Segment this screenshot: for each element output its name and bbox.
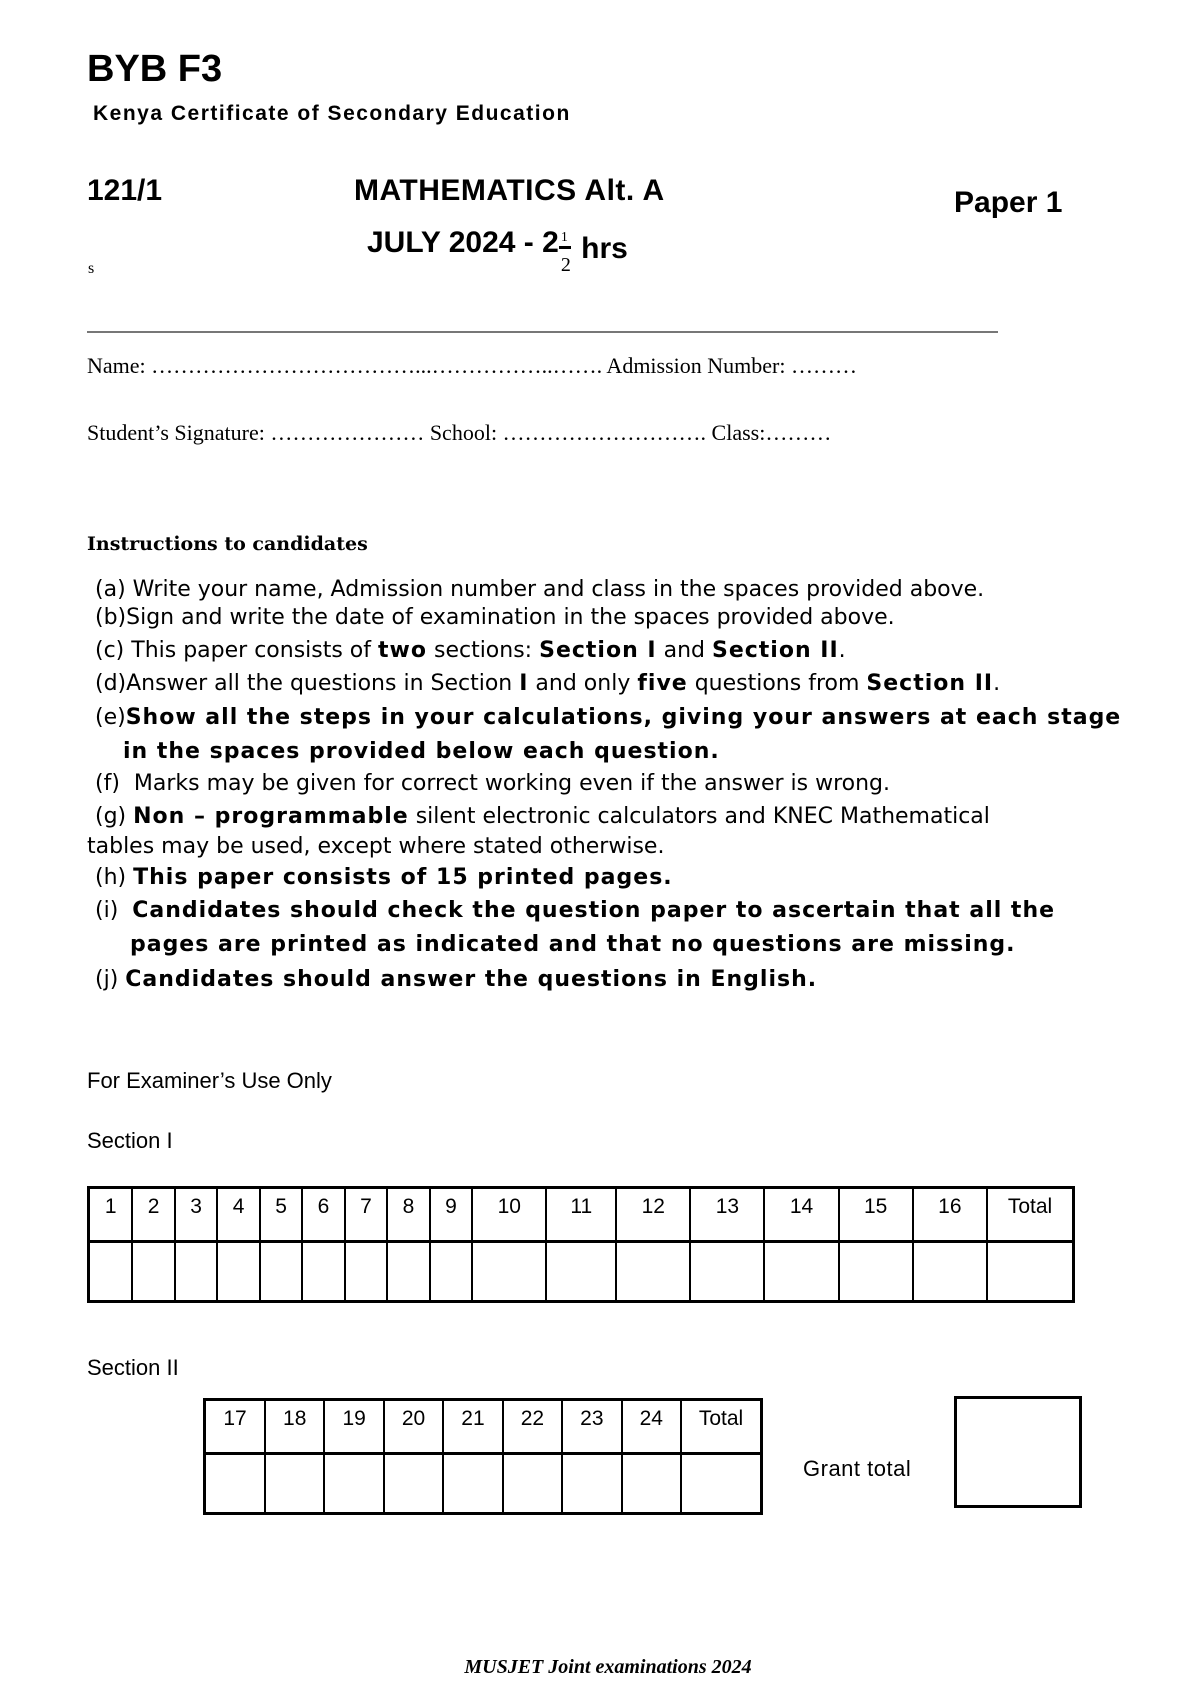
instruction-line [95, 932, 1016, 957]
question-number-header: 11 [546, 1188, 616, 1242]
question-number-header: 1 [89, 1188, 133, 1242]
question-number-header: 8 [387, 1188, 429, 1242]
score-cell[interactable] [387, 1242, 429, 1302]
question-number-header: 13 [690, 1188, 764, 1242]
instruction-text: (j) [95, 967, 126, 992]
score-cell[interactable] [205, 1454, 266, 1514]
instruction-bold-text: Section II [711, 638, 839, 663]
question-number-header: Total [681, 1400, 762, 1454]
question-number-header: 7 [345, 1188, 387, 1242]
question-number-header: 2 [132, 1188, 174, 1242]
instruction-line [95, 705, 1121, 730]
fraction [559, 226, 573, 276]
instruction-line [87, 834, 664, 859]
paper-code: 121/1 [87, 174, 163, 207]
score-cell[interactable] [384, 1454, 443, 1514]
instruction-line [95, 967, 817, 992]
score-cell[interactable] [764, 1242, 838, 1302]
paper-number: Paper 1 [954, 186, 1063, 219]
question-number-header: 16 [913, 1188, 987, 1242]
instruction-bold-text: Section II [866, 671, 994, 696]
score-cell[interactable] [913, 1242, 987, 1302]
instruction-bold-text: five [637, 671, 688, 696]
subject-title: MATHEMATICS Alt. A [354, 174, 665, 207]
score-cell[interactable] [503, 1454, 562, 1514]
instruction-text: (b)Sign and write the date of examination in the spaces provided above. [95, 605, 895, 630]
fraction-denominator: 2 [560, 254, 571, 276]
instruction-line [95, 739, 720, 764]
instruction-line [95, 771, 890, 796]
footer: MUSJET Joint examinations 2024 [464, 1656, 752, 1678]
instruction-text: (i) [95, 898, 133, 923]
instruction-text: . [993, 671, 1001, 696]
grand-total-box[interactable] [954, 1396, 1082, 1508]
score-cell[interactable] [987, 1242, 1074, 1302]
score-cell[interactable] [690, 1242, 764, 1302]
instruction-text: (f) Marks may be given for correct working even if the answer is wrong. [95, 771, 891, 796]
section-1-label: Section I [87, 1128, 173, 1153]
instructions-title: Instructions to candidates [87, 533, 368, 555]
hours-text: hrs [581, 232, 628, 265]
fraction-numerator: 1 [560, 230, 568, 245]
question-number-header: 17 [205, 1400, 266, 1454]
question-number-header: 22 [503, 1400, 562, 1454]
instruction-text: (a) Write your name, Admission number and class in the spaces provided above. [95, 577, 985, 602]
question-number-header: 5 [260, 1188, 302, 1242]
signature-school-class-field[interactable]: Student’s Signature: ………………… School: ………………………. Class:……… [87, 420, 832, 445]
score-cell[interactable] [562, 1454, 621, 1514]
question-number-header: 20 [384, 1400, 443, 1454]
instruction-line [95, 898, 1055, 923]
question-number-header: 23 [562, 1400, 621, 1454]
stray-character: s [88, 260, 95, 277]
instruction-text: (h) [95, 865, 134, 890]
question-number-header: 21 [443, 1400, 502, 1454]
date-text: JULY 2024 - 2 [367, 226, 559, 259]
instruction-bold-text: two [378, 638, 427, 663]
section-1-score-table [87, 1186, 1075, 1303]
examiner-use-title: For Examiner’s Use Only [87, 1068, 332, 1093]
instruction-bold-text: pages are printed as indicated and that no questions are missing. [129, 932, 1016, 957]
question-number-header: 18 [265, 1400, 324, 1454]
question-number-header: Total [987, 1188, 1074, 1242]
instruction-text: (d)Answer all the questions in Section [95, 671, 520, 696]
instruction-bold-text: Candidates should check the question paper to ascertain that all the [132, 898, 1056, 923]
score-cell[interactable] [302, 1242, 344, 1302]
section-2-label: Section II [87, 1355, 179, 1380]
score-cell[interactable] [89, 1242, 133, 1302]
instruction-text: (c) This paper consists of [95, 638, 379, 663]
question-number-header: 12 [616, 1188, 690, 1242]
score-cell[interactable] [217, 1242, 259, 1302]
instruction-bold-text: Candidates should answer the questions in English. [125, 967, 818, 992]
instruction-text [95, 932, 130, 957]
instruction-line [95, 865, 673, 890]
instruction-line [95, 804, 990, 829]
score-cell[interactable] [265, 1454, 324, 1514]
instruction-bold-text: Show all the steps in your calculations, giving your answers at each stage [125, 705, 1122, 730]
question-number-header: 10 [472, 1188, 546, 1242]
score-cell[interactable] [472, 1242, 546, 1302]
instruction-text: silent electronic calculators and KNEC Mathematical [408, 804, 990, 829]
score-cell[interactable] [622, 1454, 681, 1514]
instruction-text [95, 739, 123, 764]
question-number-header: 6 [302, 1188, 344, 1242]
instruction-text: (g) [95, 804, 134, 829]
score-cell[interactable] [681, 1454, 762, 1514]
exam-name: Kenya Certificate of Secondary Education [93, 102, 571, 125]
question-number-header: 19 [324, 1400, 383, 1454]
score-cell[interactable] [132, 1242, 174, 1302]
score-cell[interactable] [430, 1242, 472, 1302]
score-cell[interactable] [546, 1242, 616, 1302]
instruction-text: (e) [95, 705, 126, 730]
question-number-header: 15 [839, 1188, 913, 1242]
instruction-bold-text: Section I [539, 638, 657, 663]
score-cell[interactable] [443, 1454, 502, 1514]
instruction-text: and only [528, 671, 638, 696]
fraction-bar [559, 246, 571, 249]
question-number-header: 14 [764, 1188, 838, 1242]
instruction-line [95, 638, 846, 663]
date-duration [367, 226, 628, 276]
instruction-text: . [838, 638, 846, 663]
instruction-bold-text: I [519, 671, 529, 696]
instruction-line [95, 605, 895, 630]
score-cell[interactable] [345, 1242, 387, 1302]
score-cell[interactable] [175, 1242, 217, 1302]
instruction-bold-text: This paper consists of 15 printed pages. [133, 865, 673, 890]
score-cell[interactable] [260, 1242, 302, 1302]
question-number-header: 24 [622, 1400, 681, 1454]
header-divider [87, 331, 998, 333]
score-cell[interactable] [616, 1242, 690, 1302]
question-number-header: 3 [175, 1188, 217, 1242]
instruction-text: tables may be used, except where stated otherwise. [87, 834, 665, 859]
instruction-text: questions from [687, 671, 867, 696]
section-2-score-table [203, 1398, 763, 1515]
instruction-bold-text: Non – programmable [133, 804, 409, 829]
instruction-text: sections: [426, 638, 540, 663]
score-cell[interactable] [839, 1242, 913, 1302]
name-admission-field[interactable]: Name: ………………………………...……………..……. Admission Number: ……… [87, 353, 857, 378]
question-number-header: 9 [430, 1188, 472, 1242]
question-number-header: 4 [217, 1188, 259, 1242]
instruction-line [95, 671, 1000, 696]
grand-total-label: Grant total [803, 1456, 912, 1481]
instruction-line [95, 577, 984, 602]
instruction-text: and [656, 638, 712, 663]
document-code-title: BYB F3 [87, 48, 223, 90]
instruction-bold-text: in the spaces provided below each question. [122, 739, 720, 764]
score-cell[interactable] [324, 1454, 383, 1514]
